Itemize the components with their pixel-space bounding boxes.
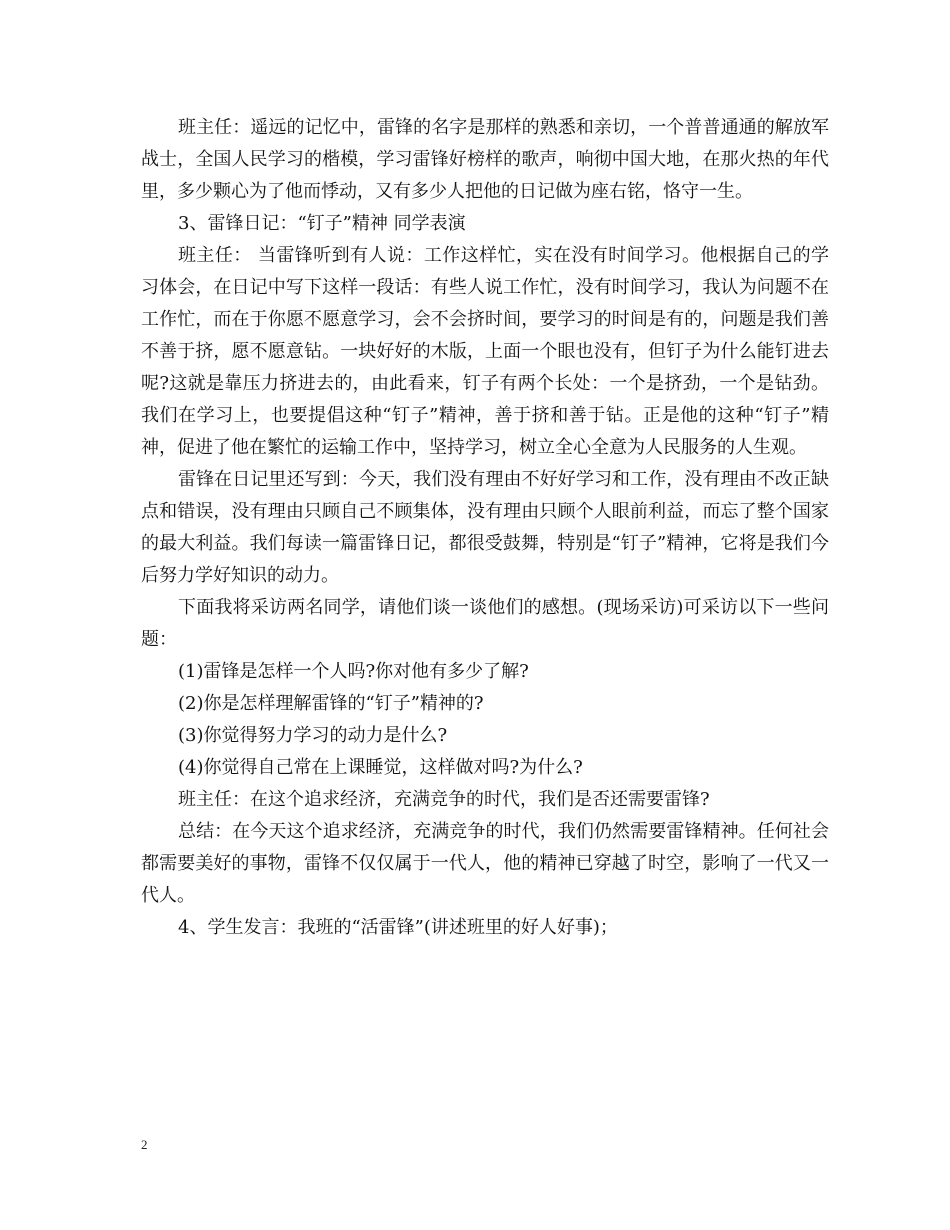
- paragraph-teacher-question: 班主任：在这个追求经济，充满竞争的时代，我们是否还需要雷锋?: [178, 789, 710, 810]
- paragraph-interview: 下面我将采访两名同学，请他们谈一谈他们的感想。(现场采访)可采访以下一些问题：: [141, 597, 829, 650]
- question-3: (3)你觉得努力学习的动力是什么?: [178, 725, 448, 746]
- page-number: 2: [141, 1137, 148, 1152]
- paragraph-intro: 班主任：遥远的记忆中，雷锋的名字是那样的熟悉和亲切，一个普普通通的解放军战士，全国人民学习的楷模，学习雷锋好榜样的歌声，响彻中国大地，在那火热的年代里，多少颗心为了他而悸动，又有多少人把他的日记做为座右铭，恪守一生。: [141, 117, 829, 202]
- question-1: (1)雷锋是怎样一个人吗?你对他有多少了解?: [178, 661, 529, 682]
- question-4: (4)你觉得自己常在上课睡觉，这样做对吗?为什么?: [178, 757, 583, 778]
- section-heading-speech: 4、学生发言：我班的“活雷锋”(讲述班里的好人好事)；: [178, 917, 618, 938]
- question-2: (2)你是怎样理解雷锋的“钉子”精神的?: [178, 693, 484, 714]
- paragraph-nail-spirit: 班主任： 当雷锋听到有人说：工作这样忙，实在没有时间学习。他根据自己的学习体会，在日记中写下这样一段话：有些人说工作忙，没有时间学习，我认为问题不在工作忙，而在于你愿不愿意学习，会不会挤时间，要学习的时间是有的，问题是我们善不善于挤，愿不愿意钻。一块好好的木版，上面一个眼也没有，但钉子为什么能钉进去呢?这就是靠压力挤进去的，由此看来，钉子有两个长处：一个是挤劲，一个是钻劲。我们在学习上，也要提倡这种“钉子”精神，善于挤和善于钻。正是他的这种“钉子”精神，促进了他在繁忙的运输工作中，坚持学习，树立全心全意为人民服务的人生观。: [141, 245, 829, 458]
- section-heading-diary: 3、雷锋日记：“钉子”精神 同学表演: [178, 213, 466, 234]
- document-body: [141, 112, 829, 944]
- paragraph-diary-quote: 雷锋在日记里还写到：今天，我们没有理由不好好学习和工作，没有理由不改正缺点和错误，没有理由只顾自己不顾集体，没有理由只顾个人眼前利益，而忘了整个国家的最大利益。我们每读一篇雷锋日记，都很受鼓舞，特别是“钉子”精神，它将是我们今后努力学好知识的动力。: [141, 469, 829, 586]
- paragraph-summary: 总结：在今天这个追求经济，充满竞争的时代，我们仍然需要雷锋精神。任何社会都需要美好的事物，雷锋不仅仅属于一代人，他的精神已穿越了时空，影响了一代又一代人。: [141, 821, 829, 906]
